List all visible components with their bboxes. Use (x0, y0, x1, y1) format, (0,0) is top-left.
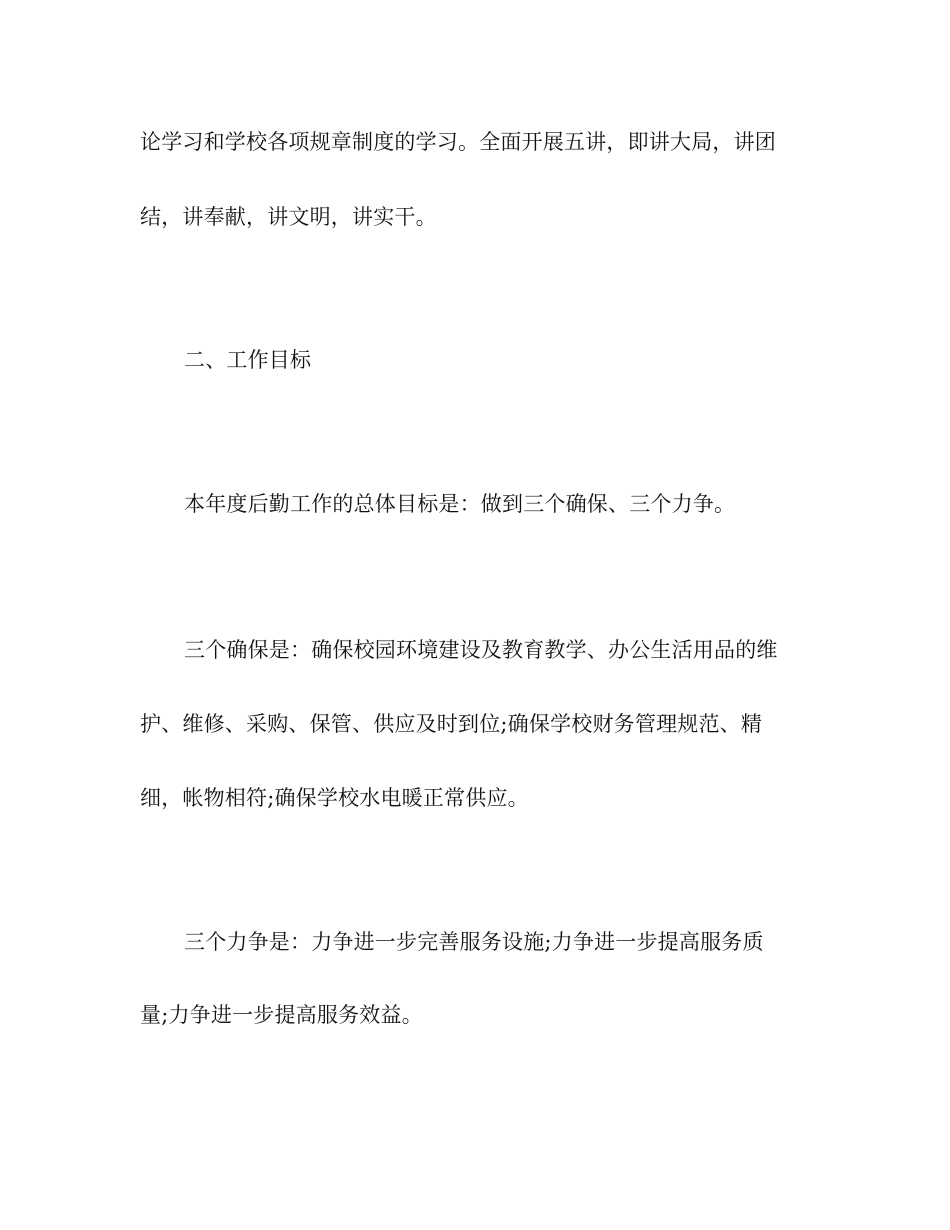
paragraph-line: 护、维修、采购、保管、供应及时到位;确保学校财务管理规范、精 (140, 712, 763, 736)
paragraph-line: 结，讲奉献，讲文明，讲实干。 (140, 205, 437, 229)
paragraph-line: 本年度后勤工作的总体目标是：做到三个确保、三个力争。 (184, 492, 736, 516)
paragraph-line: 三个确保是：确保校园环境建设及教育教学、办公生活用品的维 (184, 638, 778, 662)
paragraph-line: 量;力争进一步提高服务效益。 (140, 1003, 423, 1027)
section-heading: 二、工作目标 (184, 348, 312, 372)
paragraph-line: 细，帐物相符;确保学校水电暖正常供应。 (140, 786, 529, 810)
paragraph-line: 论学习和学校各项规章制度的学习。全面开展五讲，即讲大局，讲团 (140, 130, 776, 154)
paragraph-line: 三个力争是：力争进一步完善服务设施;力争进一步提高服务质 (184, 930, 764, 954)
